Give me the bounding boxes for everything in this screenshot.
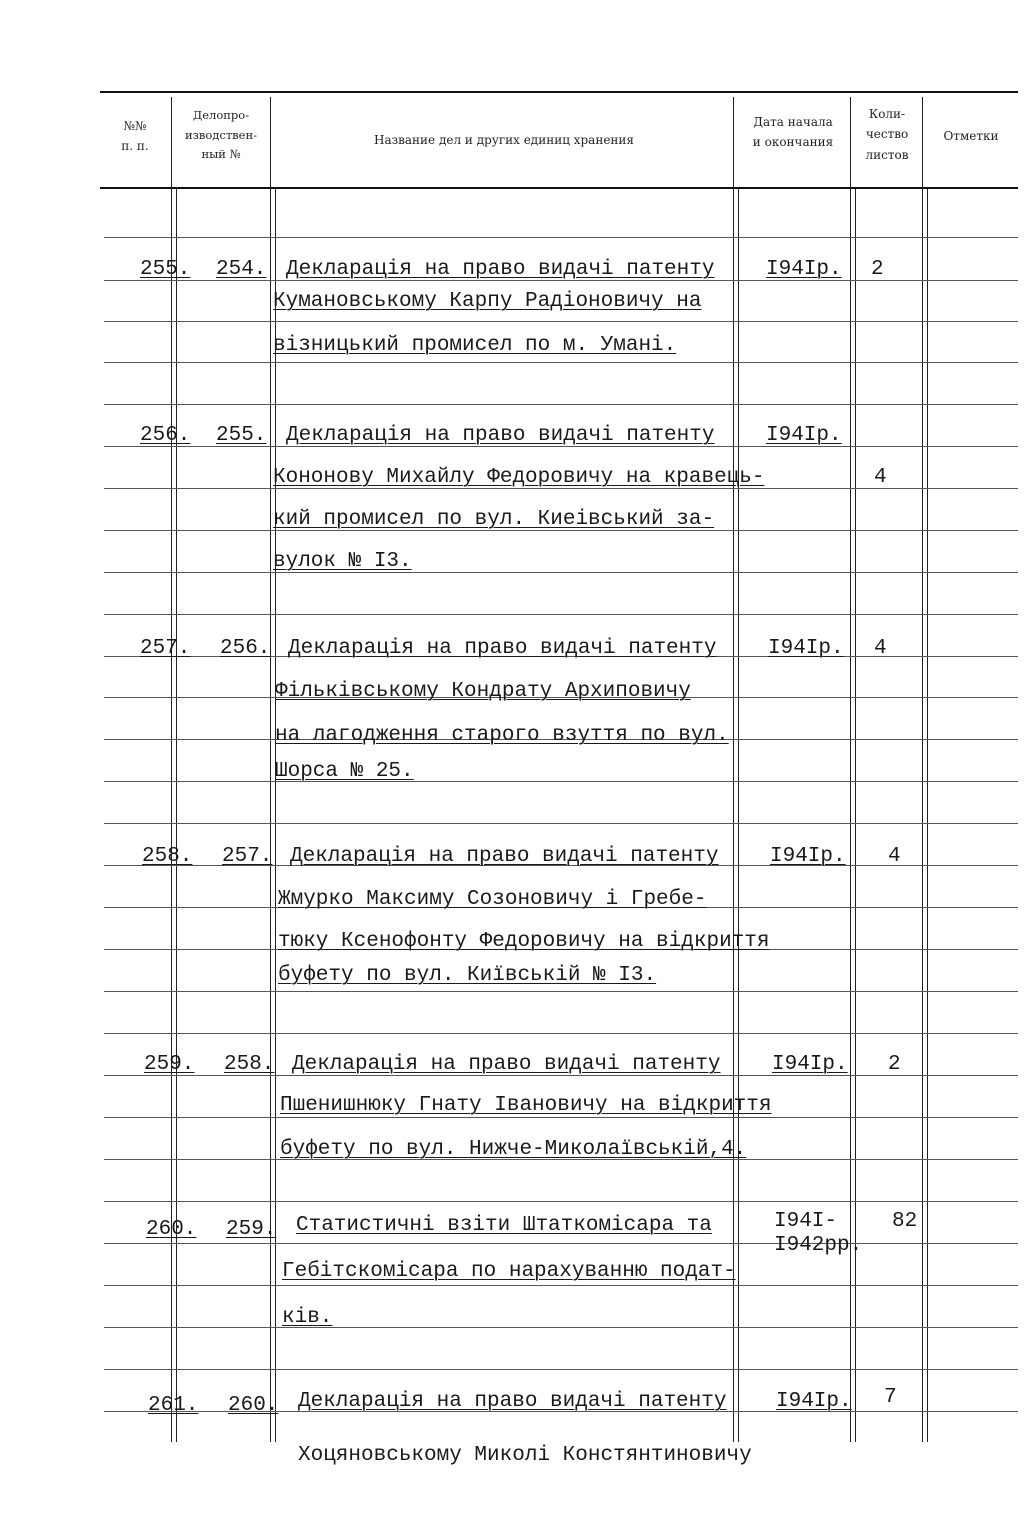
ruled-line — [104, 614, 1018, 615]
entry-sheet-count: 4 — [874, 637, 887, 660]
entry-title-line: буфету по вул. Київській № I3. — [278, 964, 657, 987]
ruled-line — [104, 362, 1018, 363]
entry-file-number: 259. — [226, 1218, 277, 1241]
header-col-file-number: Делопро- изводствен- ный № — [184, 108, 258, 162]
ruled-line — [104, 1369, 1018, 1370]
entry-title-line: Статистичні взіти Штаткомісара та — [296, 1214, 712, 1237]
entry-dates: I94Ip. — [768, 637, 844, 660]
entry-number: 257. — [140, 637, 191, 660]
header-bottom-rule — [100, 187, 1018, 189]
entry-title-line: тюку Ксенофонту Федоровичу на відкриття — [278, 930, 770, 953]
entry-number: 256. — [140, 424, 191, 447]
entry-title-line: Кононову Михайлу Федоровичу на кравець- — [273, 466, 765, 489]
ruled-line — [104, 1285, 1018, 1286]
column-rule — [738, 189, 739, 1442]
header-col-dates: Дата начала и окончания — [752, 115, 834, 150]
entry-title-line: Декларація на право видачі патенту — [286, 424, 715, 447]
entry-number: 258. — [142, 845, 193, 868]
column-rule — [176, 189, 177, 1442]
entry-file-number: 257. — [222, 845, 273, 868]
entry-number: 261. — [148, 1394, 199, 1417]
entry-title-line: візницький промисел по м. Умані. — [273, 334, 677, 357]
ruled-line — [104, 1201, 1018, 1202]
ruled-line — [104, 1327, 1018, 1328]
entry-sheet-count: 82 — [892, 1210, 918, 1233]
ruled-line — [104, 321, 1018, 322]
entry-sheet-count: 2 — [888, 1053, 901, 1076]
ruled-line — [104, 237, 1018, 238]
entry-dates-start: I94I- — [774, 1210, 838, 1233]
header-col-title: Название дел и других единиц хранения — [373, 133, 634, 147]
entry-number: 259. — [144, 1053, 195, 1076]
entry-title-line: Хоцяновському Миколі Констянтиновичу — [298, 1444, 752, 1467]
entry-sheet-count: 4 — [874, 466, 887, 489]
entry-sheet-count: 2 — [871, 258, 884, 281]
entry-title-line: Декларація на право видачі патенту — [298, 1390, 727, 1413]
column-rule — [927, 189, 928, 1442]
entry-title-line: ків. — [282, 1306, 333, 1329]
column-rule — [733, 97, 734, 1442]
entry-title-line: Фільківському Кондрату Архиповичу — [275, 680, 691, 703]
column-rule — [922, 97, 923, 1442]
ruled-line — [104, 1243, 1018, 1244]
entry-file-number: 256. — [220, 637, 271, 660]
entry-file-number: 254. — [216, 258, 267, 281]
ruled-line — [104, 781, 1018, 782]
entry-title-line: Кумановському Карпу Радіоновичу на — [273, 290, 702, 313]
entry-title-line: Жмурко Максиму Созоновичу і Гребе- — [278, 888, 707, 911]
entry-title-line: Шорса № 25. — [275, 760, 414, 783]
header-col-notes: Отметки — [943, 129, 999, 143]
entry-dates-end: I942рр. — [774, 1234, 863, 1257]
entry-title-line: Пшенишнюку Гнату Івановичу на відкриття — [280, 1094, 772, 1117]
entry-title-line: Декларація на право видачі патенту — [288, 637, 717, 660]
ruled-line — [104, 404, 1018, 405]
entry-dates: I94Ip. — [766, 258, 842, 281]
column-rule — [275, 189, 276, 1442]
entry-file-number: 255. — [216, 424, 267, 447]
entry-title-line: Гебітскомісара по нарахуванню подат- — [282, 1260, 736, 1283]
entry-number: 255. — [140, 258, 191, 281]
entry-dates: I94Ip. — [776, 1390, 852, 1413]
entry-title-line: Декларація на право видачі патенту — [290, 845, 719, 868]
entry-sheet-count: 7 — [884, 1386, 897, 1409]
ruled-line — [104, 572, 1018, 573]
entry-title-line: вулок № I3. — [273, 550, 412, 573]
ruled-line — [104, 991, 1018, 992]
entry-file-number: 260. — [228, 1394, 279, 1417]
entry-title-line: буфету по вул. Нижче-Миколаївській,4. — [280, 1138, 747, 1161]
entry-title-line: на лагодження старого взуття по вул. — [275, 724, 729, 747]
entry-file-number: 258. — [224, 1053, 275, 1076]
header-col-sheet-count: Коли- чество листов — [865, 107, 909, 162]
ruled-line — [104, 823, 1018, 824]
ruled-line — [104, 1117, 1018, 1118]
entry-title-line: Декларація на право видачі патенту — [286, 258, 715, 281]
header-top-rule — [100, 91, 1018, 93]
entry-dates: I94Ip. — [772, 1053, 848, 1076]
entry-title-line: кий промисел по вул. Киеівський за- — [273, 508, 715, 531]
ruled-line — [104, 1033, 1018, 1034]
entry-number: 260. — [146, 1218, 197, 1241]
header-col-number: №№ п. п. — [121, 119, 149, 154]
entry-sheet-count: 4 — [888, 845, 901, 868]
entry-dates: I94Ip. — [766, 424, 842, 447]
entry-title-line: Декларація на право видачі патенту — [292, 1053, 721, 1076]
entry-dates: I94Ip. — [770, 845, 846, 868]
